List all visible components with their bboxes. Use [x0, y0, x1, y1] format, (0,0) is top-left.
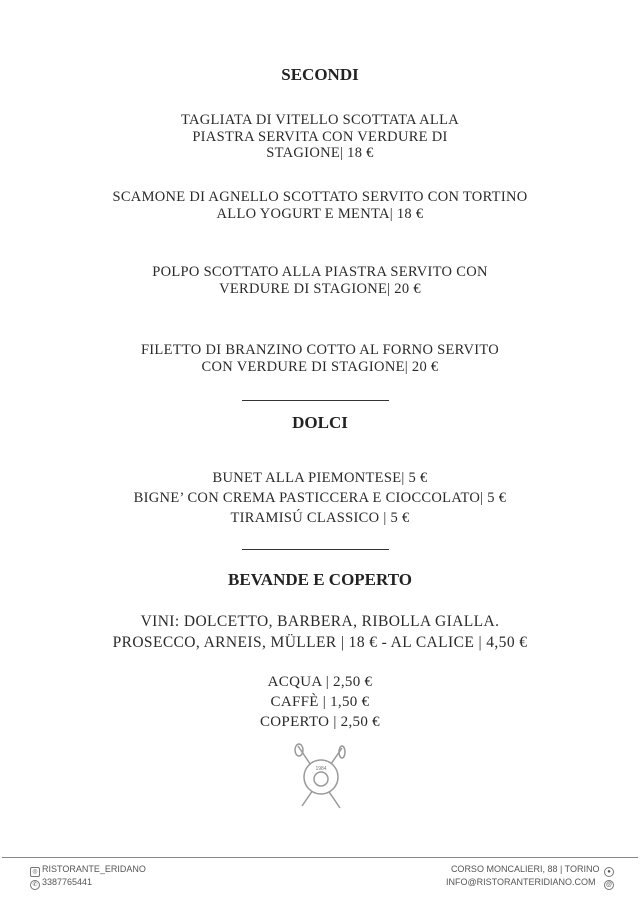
- phone-icon: ✆: [30, 880, 40, 890]
- menu-item-line: VINI: DOLCETTO, BARBERA, RIBOLLA GIALLA.: [140, 613, 500, 630]
- footer-contacts-left: [30, 864, 146, 890]
- vini-list: [0, 611, 640, 653]
- menu-item: [0, 264, 640, 297]
- instagram-icon: ◎: [30, 867, 40, 877]
- menu-item: BIGNE’ CON CREMA PASTICCERA E CIOCCOLATO| 5 €: [133, 490, 507, 506]
- footer-email[interactable]: INFO@RISTORANTERIDIANO.COM: [446, 877, 596, 887]
- menu-item: ACQUA | 2,50 €: [267, 674, 373, 690]
- restaurant-logo: [290, 742, 350, 812]
- menu-item: TIRAMISÚ CLASSICO | 5 €: [230, 510, 410, 526]
- menu-item-line: FILETTO DI BRANZINO COTTO AL FORNO SERVITO: [140, 342, 500, 358]
- menu-item-line: TAGLIATA DI VITELLO SCOTTATA ALLA: [180, 112, 460, 128]
- section-title-dolci: DOLCI: [292, 413, 348, 432]
- menu-item: [0, 342, 640, 375]
- section-title-secondi: SECONDI: [281, 65, 359, 84]
- divider: [242, 549, 389, 550]
- footer-phone[interactable]: 3387765441: [42, 877, 93, 887]
- menu-item-line: STAGIONE| 18 €: [266, 145, 374, 161]
- section-title-bevande: BEVANDE E COPERTO: [228, 570, 412, 589]
- menu-item-line: PIASTRA SERVITA CON VERDURE DI: [192, 128, 448, 145]
- menu-item: [0, 112, 640, 162]
- menu-item: BUNET ALLA PIEMONTESE| 5 €: [212, 470, 428, 486]
- divider: [242, 400, 389, 401]
- menu-item: CAFFÈ | 1,50 €: [270, 694, 370, 710]
- footer-divider: [2, 857, 638, 858]
- bevande-list: [0, 672, 640, 732]
- footer-contacts-right: [446, 864, 614, 890]
- footer-address: CORSO MONCALIERI, 88 | TORINO: [450, 864, 600, 874]
- menu-item-line: CON VERDURE DI STAGIONE| 20 €: [201, 358, 439, 375]
- menu-item-line: ALLO YOGURT E MENTA| 18 €: [216, 205, 424, 222]
- menu-item-line: SCAMONE DI AGNELLO SCOTTATO SERVITO CON TORTINO: [112, 189, 528, 205]
- logo-year: 1984: [315, 766, 327, 772]
- dolci-list: [0, 468, 640, 528]
- email-icon: @: [605, 882, 613, 888]
- menu-item-line: POLPO SCOTTATO ALLA PIASTRA SERVITO CON: [152, 264, 488, 280]
- menu-item-line: PROSECCO, ARNEIS, MÜLLER | 18 € - AL CALICE | 4,50 €: [112, 634, 528, 651]
- menu-item: [0, 189, 640, 222]
- menu-item-line: VERDURE DI STAGIONE| 20 €: [219, 280, 421, 297]
- location-pin-icon: ●: [604, 867, 614, 877]
- menu-item: COPERTO | 2,50 €: [260, 714, 380, 730]
- footer-instagram[interactable]: RISTORANTE_ERIDANO: [42, 864, 146, 874]
